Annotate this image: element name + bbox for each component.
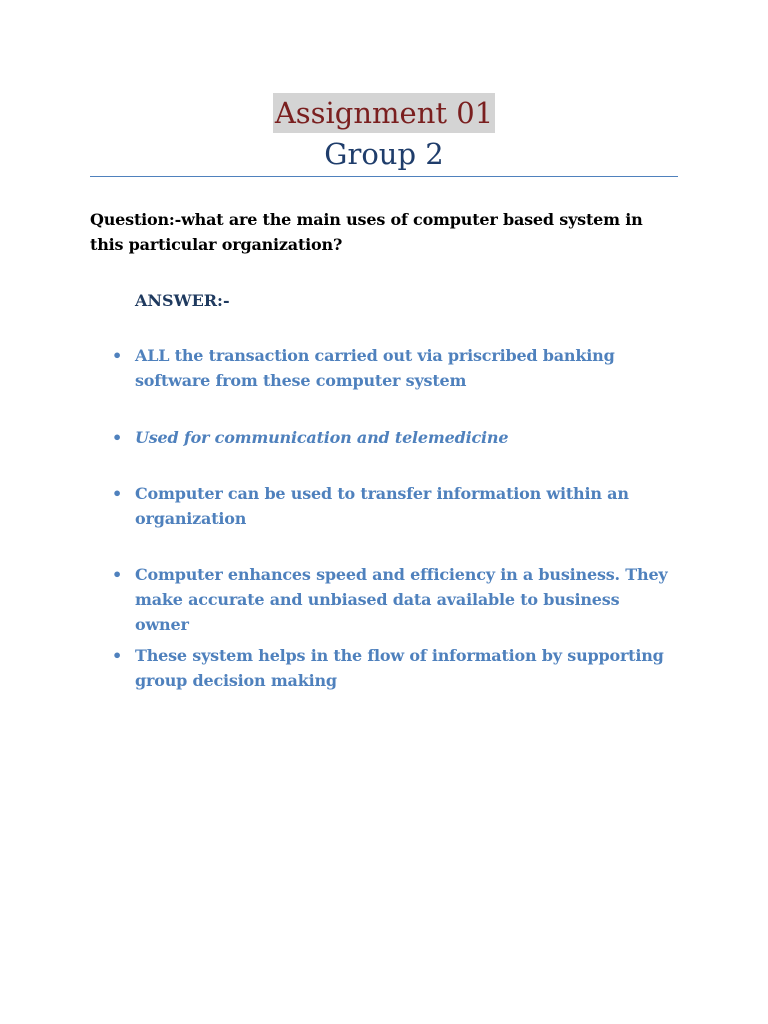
title-divider (90, 176, 678, 177)
bullet-icon: • (112, 646, 123, 665)
answer-label: ANSWER:- (135, 291, 230, 310)
answer-bullet-text: These system helps in the flow of information by supporting group decision making (135, 646, 664, 690)
bullet-icon: • (112, 565, 123, 584)
answer-bullet-text: ALL the transaction carried out via priscribed banking software from these computer system (135, 346, 615, 390)
answer-bullet-item (112, 643, 677, 693)
answer-bullet-item (112, 425, 677, 450)
document-subtitle: Group 2 (324, 137, 444, 171)
question-text: Question:-what are the main uses of computer based system in this particular organization? (90, 210, 643, 254)
bullet-icon: • (112, 346, 123, 365)
document-title (0, 92, 768, 133)
answer-bullet-text: Used for communication and telemedicine (135, 428, 509, 447)
answer-bullet-item (112, 343, 677, 393)
bullet-icon: • (112, 428, 123, 447)
answer-bullet-item (112, 562, 677, 637)
answer-bullet-item (112, 481, 677, 531)
document-title-text: Assignment 01 (273, 93, 495, 133)
answer-bullet-text: Computer can be used to transfer information within an organization (135, 484, 629, 528)
bullet-icon: • (112, 484, 123, 503)
answer-bullet-text: Computer enhances speed and efficiency in a business. They make accurate and unbiased data available to business owner (135, 565, 668, 634)
